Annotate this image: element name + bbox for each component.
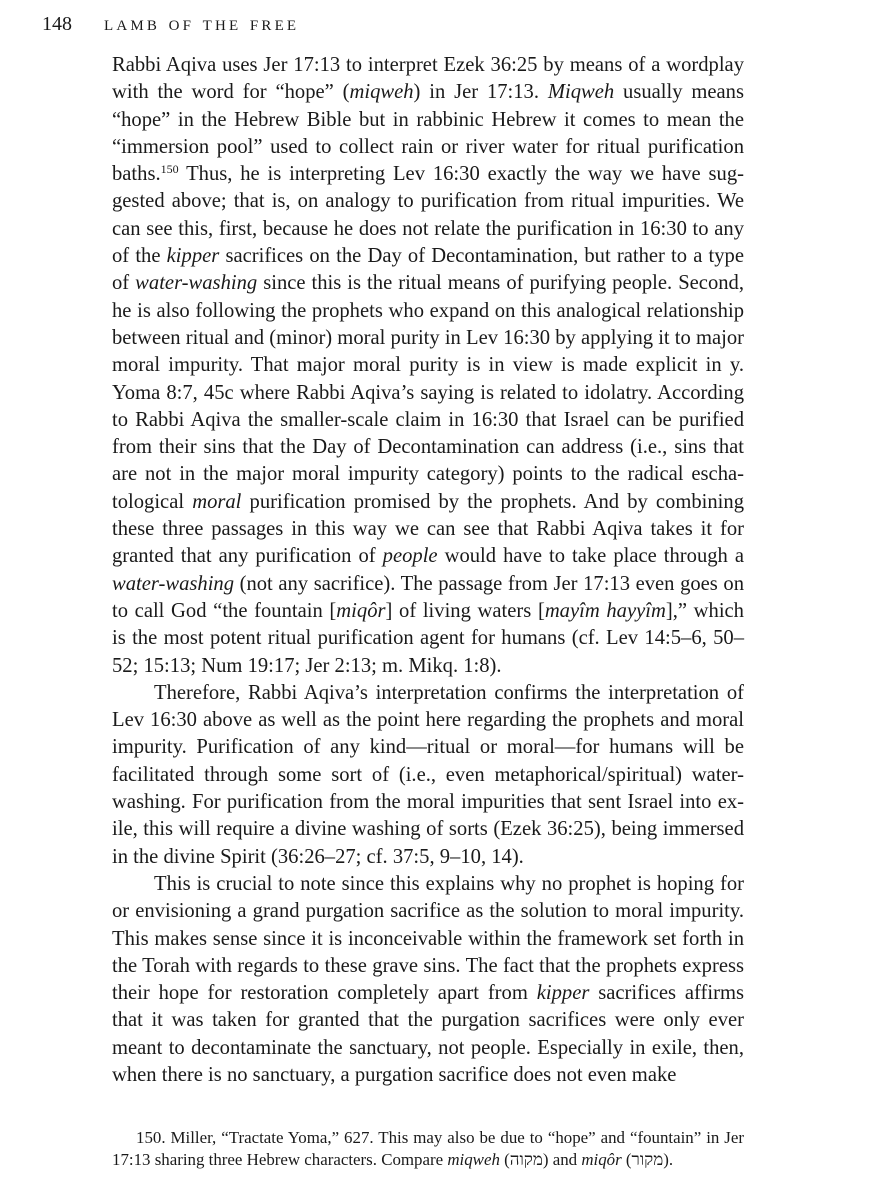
text-run: ],” which is the most potent ritual purification agent for humans (cf. Lev 14:5–6, 50–52; 15:13; Num 19:17; Jer 2:13; m. Mikq. 1:8).	[112, 599, 744, 677]
text-run: sacrifices affirms that it was taken for granted that the purgation sacrifices were only ever meant to decontaminate the sanctuary, not people. Especially in exile, then, when there is no sanctuary, a purgation sacrifice does not even make	[112, 982, 744, 1086]
italic-term: miqweh	[349, 81, 414, 104]
book-title: lamb of the free	[104, 11, 300, 35]
italic-term: water-washing	[135, 272, 258, 295]
main-text	[112, 52, 744, 1089]
text-run: Thus, he is interpreting Lev 16:30 exactly the way we have suggested above; that is, on analogy to purification from ritual impurities. We can see this, first, because he does not relate the purification in 16:30 to any of the	[112, 163, 744, 268]
italic-term: mayîm hayyîm	[544, 599, 666, 622]
italic-term: Miqweh	[547, 81, 615, 104]
italic-term: kipper	[166, 245, 220, 268]
text-run: (מקור).	[621, 1150, 674, 1169]
footnotes	[112, 1127, 744, 1171]
text-run: (not any sacrifice). The passage from Jer 17:13 even goes on to call God “the fountain [	[112, 572, 744, 622]
text-run: Rabbi Aqiva uses Jer 17:13 to interpret Ezek 36:25 by means of a wordplay with the word for “hope” (	[112, 54, 744, 104]
footnote	[112, 1127, 744, 1171]
text-run: Therefore, Rabbi Aqiva’s interpretation confirms the interpretation of Lev 16:30 above as well as the point here regarding the prophets and moral impurity. Purification of any kind—ritual or moral—for humans will be facilitated through some sort of (i.e., even metaphorical/spiritual) water-washing. For purification from the moral impurities that sent Israel into exile, this will require a divine washing of sorts (Ezek 36:25), being immersed in the divine Spirit (36:26–27; cf. 37:5, 9–10, 14).	[112, 681, 744, 868]
body-paragraph	[112, 680, 744, 871]
text-run: ) in Jer 17:13.	[413, 81, 548, 104]
italic-term: moral	[192, 490, 242, 513]
text-run: This is crucial to note since this explains why no prophet is hoping for or envisioning a grand purgation sacrifice as the solution to moral impurity. This makes sense since it is inconceivable within the framework set forth in the Torah with regards to these grave sins. The fact that the prophets express their hope for restoration completely apart from	[112, 872, 744, 1005]
italic-term: miqweh	[447, 1150, 500, 1169]
text-run: usually means “hope” in the Hebrew Bible but in rabbinic Hebrew it comes to mean the “immersion pool” used to collect rain or river water for ritual purification baths.	[112, 81, 744, 186]
text-run: purification promised by the prophets. And by combining these three passages in this way we can see that Rabbi Aqiva takes it for granted that any purification of	[112, 490, 745, 568]
text-run: would have to take place through a	[437, 545, 744, 568]
text-run: (מקוה) and	[499, 1150, 582, 1169]
italic-term: people	[382, 545, 438, 568]
running-head	[42, 10, 299, 37]
text-run: since this is the ritual means of purifying people. Second, he is also following the prophets who expand on this analogical relationship between ritual and (minor) moral purity in Lev 16:30 by applying it to major moral impurity. That major moral purity is in view is made explicit in y. Yoma 8:7, 45c where Rabbi Aqiva’s saying is related to idolatry. According to Rabbi Aqiva the smaller-scale claim in 16:30 that Israel can be purified from their sins that the Day of Decontamination can address (i.e., sins that are not in the major moral impurity category) points to the radical eschatological	[112, 272, 744, 513]
text-run: 150. Miller, “Tractate Yoma,” 627. This may also be due to “hope” and “fountain” in Jer 17:13 sharing three Hebrew characters. Compare	[112, 1128, 744, 1169]
page-number: 148	[42, 13, 72, 35]
footnote-reference: 150	[160, 162, 179, 177]
text-run: ] of living waters [	[385, 599, 545, 622]
italic-term: kipper	[536, 982, 590, 1005]
italic-term: miqôr	[336, 599, 386, 622]
text-run: sacrifices on the Day of Decontamination, but rather to a type of	[112, 245, 744, 295]
italic-term: water-washing	[112, 572, 235, 595]
body-paragraph	[112, 52, 744, 680]
body-paragraph	[112, 871, 744, 1089]
italic-term: miqôr	[581, 1150, 622, 1169]
